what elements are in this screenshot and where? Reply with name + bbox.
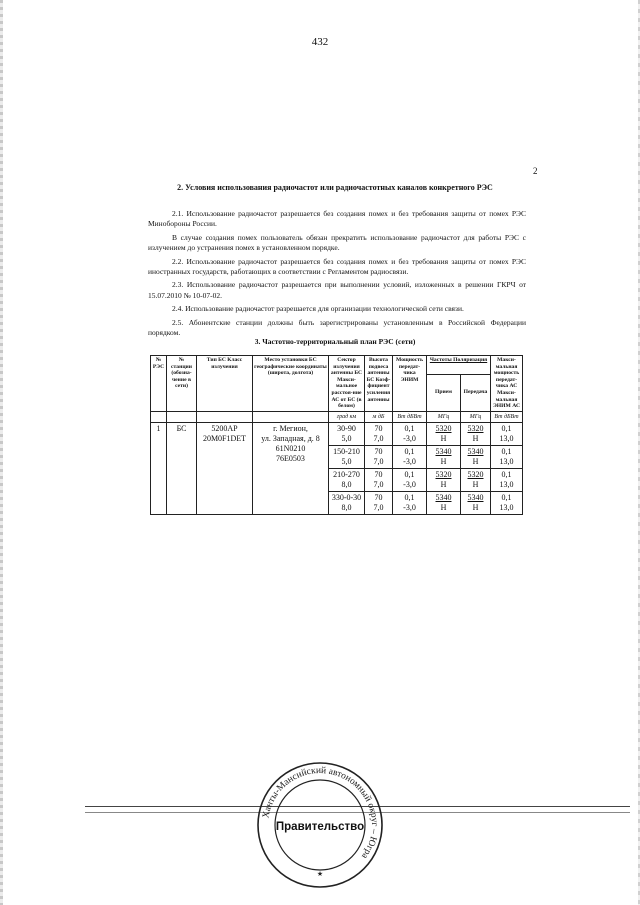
rx-pol-value: H (440, 479, 447, 489)
distance-value: 5,0 (341, 456, 352, 466)
paragraph-2-1: 2.1. Использование радиочастот разрешается без создания помех и без требования защиты от помех РЭС Минобороны России. (148, 209, 526, 229)
height-value: 70 (374, 446, 383, 456)
power-w-value: 0,1 (404, 446, 415, 456)
cell-rx (427, 422, 461, 445)
power-w-value: 0,1 (404, 469, 415, 479)
gain-value: 7,0 (373, 502, 384, 512)
power-w-value: 0,1 (404, 423, 415, 433)
frequency-plan-table (150, 355, 523, 515)
power-dbw-value: -3,0 (403, 433, 416, 443)
distance-value: 8,0 (341, 502, 352, 512)
header-antenna-height: Высота подвеса антенны БС Коэф-фициент усиления антенны (365, 356, 393, 412)
cell-sector (329, 491, 365, 514)
header-rs-number: № РЭС (151, 356, 167, 412)
cell-power (393, 445, 427, 468)
cell-sector (329, 422, 365, 445)
location-line-3: 61N0210 (275, 443, 306, 453)
height-value: 70 (374, 469, 383, 479)
as-w-value: 0,1 (501, 423, 512, 433)
location-line-1: г. Мегион, (273, 423, 308, 433)
header-as-power: Макси-мальная мощность передат-чика АС Макси-мальная ЭНИМ АС (491, 356, 523, 412)
rx-pol-value: H (440, 502, 447, 512)
cell-as-power (491, 445, 523, 468)
table-units-row (151, 411, 523, 422)
paragraph-2-1-cont: В случае создания помех пользователь обязан прекратить использование радиочастот для работы РЭС с излучением до устранения помех в установленном порядке. (148, 232, 526, 253)
as-w-value: 0,1 (501, 492, 512, 502)
rx-freq-value: 5340 (435, 446, 452, 456)
tx-pol-value: H (472, 502, 479, 512)
tx-pol-value: H (472, 479, 479, 489)
header-sector: Сектор излучения антенны БС Макси-мальное расстоя-ние АС от БС (в белом) (329, 356, 365, 412)
cell-height (365, 445, 393, 468)
cell-height (365, 491, 393, 514)
paragraph-2-2: 2.2. Использование радиочастот разрешается без создания помех и без требования защиты от помех РЭС иностранных государств, работающих в соответствии с Регламентом радиосвязи. (148, 256, 526, 277)
paragraph-2-3: 2.3. Использование радиочастот разрешается при выполнении условий, изложенных в решении ГКРЧ от 15.07.2010 № 10-07-02. (148, 280, 526, 300)
height-value: 70 (374, 423, 383, 433)
unit-sector: град км (329, 411, 365, 422)
seal-ring-text: Ханты-Мансийский автономный округ – Югра (261, 765, 380, 861)
rx-freq-value: 5320 (435, 423, 452, 433)
section-3-title: 3. Частотно-территориальный план РЭС (сети) (254, 337, 416, 346)
sector-value: 210-270 (333, 469, 360, 479)
cell-tx (461, 422, 491, 445)
tx-freq-value: 5320 (467, 469, 484, 479)
tx-freq-value: 5320 (467, 423, 484, 433)
unit-height: м дБ (365, 411, 393, 422)
cell-station-id: БС (167, 422, 197, 514)
table-row (151, 422, 523, 445)
header-tx: Передача (461, 374, 491, 411)
sub-page-number: 2 (533, 166, 538, 176)
cell-power (393, 491, 427, 514)
seal-center-text: Правительство (275, 821, 365, 833)
location-line-2: ул. Западная, д. 8 (261, 433, 320, 443)
cell-sector (329, 445, 365, 468)
cell-power (393, 468, 427, 491)
as-w-value: 0,1 (501, 446, 512, 456)
gain-value: 7,0 (373, 479, 384, 489)
unit-as-power: Вт дБВт (491, 411, 523, 422)
header-bs-type: Тип БС Класс излучения (197, 356, 253, 412)
height-value: 70 (374, 492, 383, 502)
rx-freq-value: 5340 (435, 492, 452, 502)
cell-sector (329, 468, 365, 491)
table-header-row (151, 356, 523, 375)
as-dbw-value: 13,0 (499, 479, 514, 489)
header-tx-power: Мощность передат-чика ЭНИМ (393, 356, 427, 412)
cell-as-power (491, 468, 523, 491)
as-dbw-value: 13,0 (499, 456, 514, 466)
gain-value: 7,0 (373, 456, 384, 466)
power-dbw-value: -3,0 (403, 502, 416, 512)
cell-rs-number: 1 (151, 422, 167, 514)
cell-as-power (491, 422, 523, 445)
sector-value: 30-90 (337, 423, 356, 433)
header-rx: Прием (427, 374, 461, 411)
rx-pol-value: H (440, 433, 447, 443)
cell-tx (461, 491, 491, 514)
government-seal (255, 760, 385, 890)
cell-power (393, 422, 427, 445)
rx-freq-value: 5320 (435, 469, 452, 479)
cell-rx (427, 491, 461, 514)
cell-rx (427, 445, 461, 468)
location-line-4: 76E0503 (276, 453, 305, 463)
unit-power: Вт дБВт (393, 411, 427, 422)
distance-value: 8,0 (341, 479, 352, 489)
bs-type-line-1: 5200AP (211, 423, 238, 433)
tx-pol-value: H (472, 456, 479, 466)
power-dbw-value: -3,0 (403, 479, 416, 489)
bs-type-line-2: 20M0F1DET (202, 433, 247, 443)
cell-tx (461, 468, 491, 491)
power-dbw-value: -3,0 (403, 456, 416, 466)
power-w-value: 0,1 (404, 492, 415, 502)
cell-tx (461, 445, 491, 468)
tx-freq-value: 5340 (467, 492, 484, 502)
unit-rx: МГц (427, 411, 461, 422)
paragraph-2-4: 2.4. Использование радиочастот разрешается для организации технологической сети связи. (172, 304, 464, 314)
tx-pol-value: H (472, 433, 479, 443)
cell-location (253, 422, 329, 514)
header-station-id: № станции (обозна-чение в сети) (167, 356, 197, 412)
section-2-title: 2. Условия использования радиочастот или радиочастотных каналов конкретного РЭС (177, 183, 493, 192)
as-w-value: 0,1 (501, 469, 512, 479)
page-number: 432 (311, 36, 329, 48)
scan-edge-left (0, 0, 3, 905)
rx-pol-value: H (440, 456, 447, 466)
cell-bs-type (197, 422, 253, 514)
as-dbw-value: 13,0 (499, 433, 514, 443)
section-2-body (148, 209, 526, 341)
seal-star-icon: ★ (316, 871, 324, 878)
cell-as-power (491, 491, 523, 514)
as-dbw-value: 13,0 (499, 502, 514, 512)
distance-value: 5,0 (341, 433, 352, 443)
cell-rx (427, 468, 461, 491)
header-location: Место установки БС географические координаты (широта, долгота) (253, 356, 329, 412)
unit-tx: МГц (461, 411, 491, 422)
cell-height (365, 422, 393, 445)
sector-value: 150-210 (333, 446, 360, 456)
gain-value: 7,0 (373, 433, 384, 443)
header-frequencies: Частоты Поляризация (427, 356, 491, 375)
tx-freq-value: 5340 (467, 446, 484, 456)
cell-height (365, 468, 393, 491)
sector-value: 330-0-30 (331, 492, 362, 502)
paragraph-2-5: 2.5. Абонентские станции должны быть зарегистрированы установленным в Российской Федерации порядком. (148, 317, 526, 338)
